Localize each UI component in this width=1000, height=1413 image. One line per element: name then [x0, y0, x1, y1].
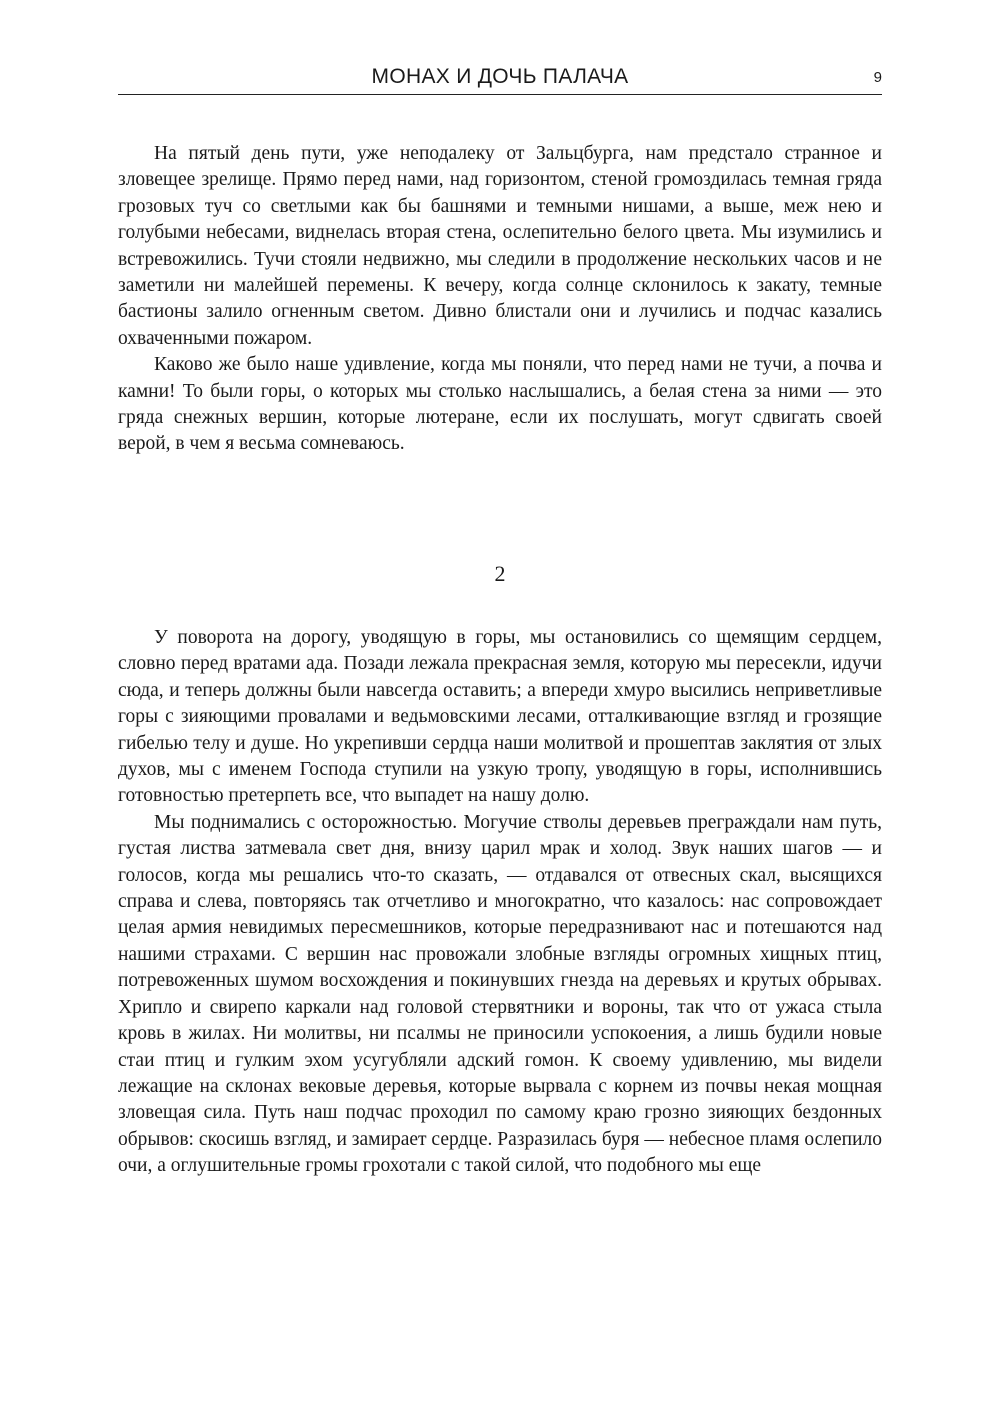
paragraph: Каково же было наше удивление, когда мы поняли, что перед нами не тучи, а почва и камни! То были горы, о которых мы столько наслышались, а белая стена за ними — это гряда снежных вершин, которые лютеране, если их послушать, могут сдвигать своей верой, в чем я весьма сомневаюсь.	[118, 354, 882, 455]
text-section-1	[118, 141, 882, 458]
running-header	[118, 62, 882, 95]
page-number: 9	[873, 69, 882, 86]
paragraph: На пятый день пути, уже неподалеку от Зальцбурга, нам предстало странное и зловещее зрелище. Прямо перед нами, над горизонтом, стеной громоздилась темная гряда грозовых туч со светлыми как бы башнями и темными нишами, а выше, меж нею и голубыми небесами, виднелась вторая стена, ослепительно белого цвета. Мы изумились и встревожились. Тучи стояли недвижно, мы следили в продолжение нескольких часов и не заметили ни малейшей перемены. К вечеру, когда солнце склонилось к закату, темные бастионы залило огненным светом. Дивно блистали они и лучились и подчас казались охваченными пожаром.	[118, 143, 882, 349]
text-section-2	[118, 625, 882, 1180]
paragraph: У поворота на дорогу, уводящую в горы, мы остановились со щемящим сердцем, словно перед вратами ада. Позади лежала прекрасная земля, которую мы пересекли, идучи сюда, и теперь должны были навсегда оставить; а впереди хмуро высились неприветливые горы с зияющими провалами и ведьмовскими лесами, отталкивающие взгляд и грозящие гибелью телу и душе. Но укрепивши сердца наши молитвой и прошептав заклятия от злых духов, мы с именем Господа ступили на узкую тропу, уводящую в горы, исполнившись готовностью претерпеть все, что выпадет на нашу долю.	[118, 627, 882, 807]
running-title: МОНАХ И ДОЧЬ ПАЛАЧА	[371, 65, 629, 88]
chapter-number: 2	[494, 561, 506, 586]
paragraph: Мы поднимались с осторожностью. Могучие стволы деревьев преграждали нам путь, густая листва затмевала свет дня, внизу царил мрак и холод. Звук наших шагов — и голосов, когда мы решались что-то сказать, — отдавался от отвесных скал, высящихся справа и слева, повторяясь так отчетливо и многократно, что казалось: нас сопровождает целая армия невидимых пересмешников, которые передразнивают нас и потешаются над нашими страхами. С вершин нас провожали злобные взгляды огромных хищных птиц, потревоженных шумом восхождения и покинувших гнезда на деревьях и крутых обрывах. Хрипло и свирепо каркали над головой стервятники и вороны, так что от ужаса стыла кровь в жилах. Ни молитвы, ни псалмы не приносили успокоения, а лишь будили новые стаи птиц и гулким эхом усугубляли адский гомон. К своему удивлению, мы видели лежащие на склонах вековые деревья, которые вырвала с корнем из почвы некая мощная зловещая сила. Путь наш подчас проходил по самому краю грозно зияющих бездонных обрывов: скосишь взгляд, и замирает сердце. Разразилась буря — небесное пламя ослепило очи, а оглушительные громы грохотали с такой силой, что подобного мы еще	[118, 811, 882, 1177]
